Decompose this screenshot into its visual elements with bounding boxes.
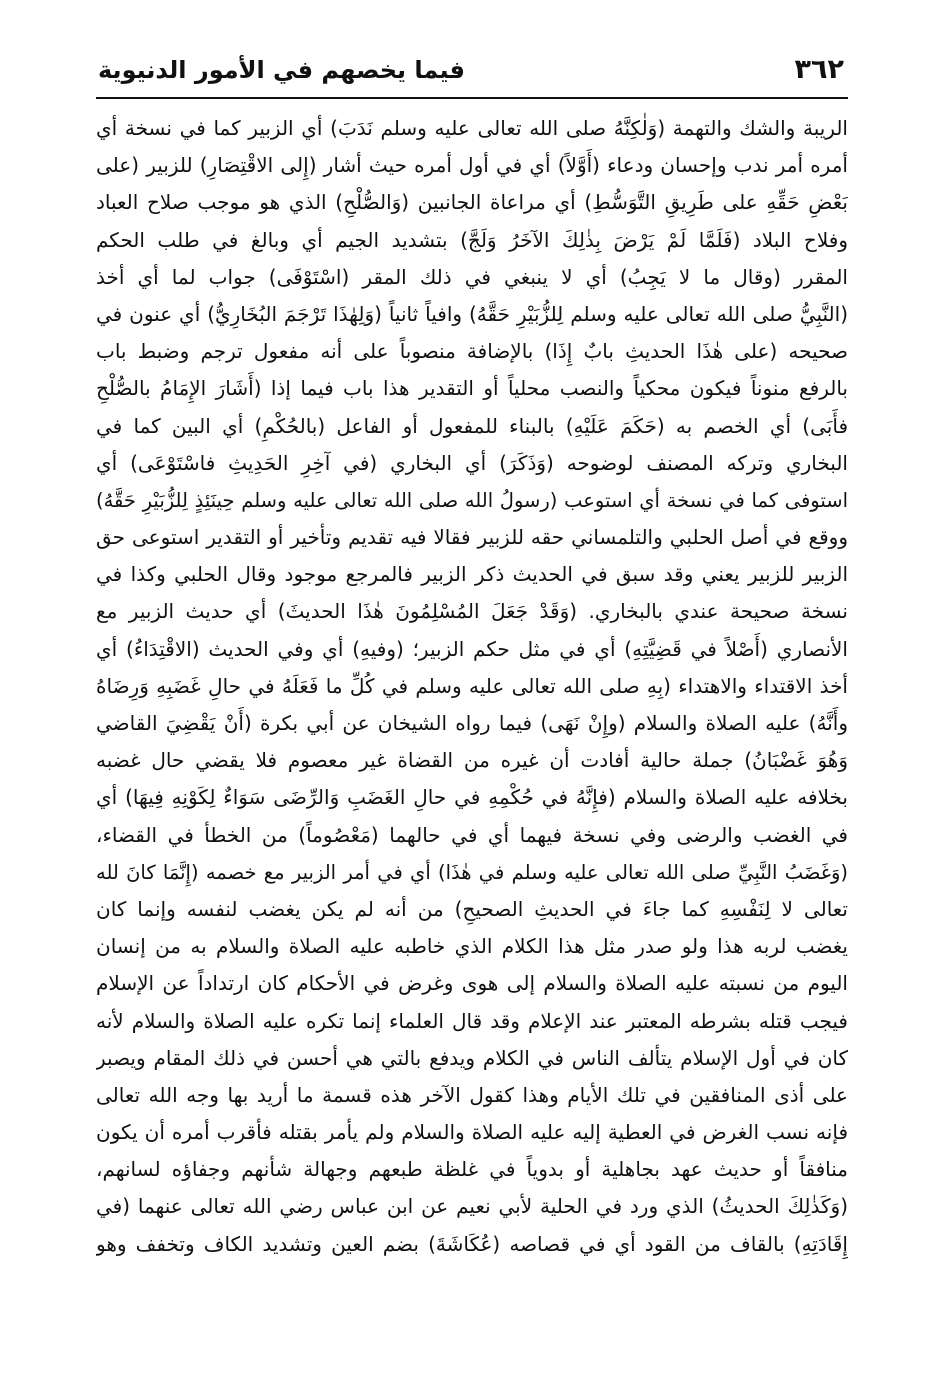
text-line: في الغضب والرضى وفي نسخة فيهما أي في حالهما (مَعْصُوماً) من الخطأ في القضاء،	[96, 822, 848, 847]
text-line: ووقع في أصل الحلبي والتلمساني حقه للزبير فقالا فيه تقديم وتأخير أو التقدير استوعى حق	[96, 525, 848, 550]
text-line: فإنه نسب الغرض في العطية إليه عليه الصلاة والسلام ولم يأمر بقتله فأقرب أمره أن يكون	[96, 1120, 848, 1145]
running-title: فيما يخصهم في الأمور الدنيوية	[98, 56, 465, 84]
text-line: الزبير للزبير يعني وقد سبق في الحديث ذكر الزبير فالمرجع موجود وقال الحلبي وكذا في	[96, 562, 848, 587]
text-line: وفلاح البلاد (فَلَمَّا لَمْ يَرْضَ بِذٰلِكَ الآخَرُ وَلَجَّ) بتشديد الجيم أي وبالغ في طلب الحكم	[96, 227, 848, 252]
text-line: بخلافه عليه الصلاة والسلام (فإِنَّهُ في حُكْمِهِ في حالِ الغَضَبِ وَالرِّضَى سَوَاءٌ لِكَوْنِهِ فِيهَا) أي	[96, 785, 848, 810]
body-text	[96, 110, 848, 1263]
page-number: ٣٦٢	[794, 54, 844, 85]
text-line: أمره أمر ندب وإحسان ودعاء (أَوَّلاً) أي في أول أمره حيث أشار (إِلى الاقْتِصَارِ) للزبير (على	[96, 153, 848, 178]
text-line: الأنصاري (أَصْلاً في قَضِيَّتِهِ) أي في مثل حكم الزبير؛ (وفيهِ) أي وفي الحديث (الاقْتِدَاءُ) أي	[96, 636, 848, 661]
text-line: صحيحه (على هٰذَا الحديثِ بابٌ إِذَا) بالإضافة منصوباً على أنه مفعول ترجم وضبط باب	[96, 339, 848, 364]
text-line: أخذ الاقتداء والاهتداء (بِهِ صلى الله تعالى عليه وسلم في كُلِّ ما فَعَلَهُ في حالِ غَضَبِهِ وَرِضَاهُ	[96, 673, 848, 698]
text-line: بالرفع منوناً فيكون محكياً والنصب محلياً أو التقدير هذا باب فيما إذا (أَشَارَ الإِمَامُ بالصُّلْحِ	[96, 376, 848, 401]
text-line: (وَكَذٰلِكَ الحديثُ) الذي ورد في الحلية لأبي نعيم عن ابن عباس رضي الله تعالى عنهما (في	[96, 1194, 848, 1219]
text-line: كان في أول الإسلام يتألف الناس في الكلام ويدفع بالتي هي أحسن في ذلك المقام ويصبر	[96, 1045, 848, 1070]
text-line: وَهُوَ غَضْبَانُ) جملة حالية أفادت أن غيره من القضاة غير معصوم فلا يقضي حال غضبه	[96, 748, 848, 773]
text-line: المقرر (وقال ما لا يَجِبُ) أي لا ينبغي في ذلك المقر (اسْتَوْفَى) جواب لما أي أخذ	[96, 264, 848, 289]
header-rule	[96, 97, 848, 99]
text-line: فيجب قتله بشرطه المعتبر عند الإعلام وقد قال العلماء إنما تكره عليه الصلاة والسلام لأنه	[96, 1008, 848, 1033]
text-line: فأَبَى) أي الخصم به (حَكَمَ عَلَيْهِ) بالبناء للمفعول أو الفاعل (بالحُكْمِ) أي البين كما في	[96, 413, 848, 438]
text-line: استوفى كما في نسخة أي استوعب (رسولُ الله صلى الله تعالى عليه وسلم حِينَئِذٍ لِلزُّبَيْرِ حَقَّهُ)	[96, 488, 848, 512]
text-line: (النَّبِيُّ صلى الله تعالى عليه وسلم لِلزُّبَيْرِ حَقَّهُ) وافياً ثانياً (وَلِهٰذَا تَرْجَمَ البُخَارِيُّ) أي عنون في	[96, 301, 848, 326]
text-line: يغضب لربه هذا ولو صدر مثل هذا الكلام الذي خاطبه عليه الصلاة والسلام به من إنسان	[96, 934, 848, 959]
text-line: تعالى لا لِنَفْسِهِ كما جاءَ في الحديثِ الصحيحِ) من أنه لم يكن يغضب لنفسه وإنما كان	[96, 896, 848, 921]
text-line: البخاري وتركه المصنف لوضوحه (وَذَكَرَ) أي البخاري (في آخِرِ الحَدِيثِ فاسْتَوْعَى) أي	[96, 450, 848, 475]
text-line: (وَغَضَبُ النَّبِيِّ صلى الله تعالى عليه وسلم في هٰذَا) أي في أمر الزبير مع خصمه (إِنَّمَا كانَ لله	[96, 860, 848, 884]
text-line: اليوم من نسبته عليه الصلاة والسلام إلى هوى وغرض في الأحكام كان ارتداداً عن الإسلام	[96, 971, 848, 996]
text-line: بَعْضِ حَقِّهِ على طَرِيقِ التَّوَسُّطِ) أي مراعاة الجانبين (وَالصُّلْحِ) الذي هو موجب صلاح العباد	[96, 190, 848, 215]
text-line: الريبة والشك والتهمة (وَلٰكِنَّهُ صلى الله تعالى عليه وسلم نَدَبَ) أي الزبير كما في نسخة أي	[96, 116, 848, 140]
text-line: إِقَادَتِهِ) بالقاف من القود أي في قصاصه (عُكَاشَةَ) بضم العين وتشديد الكاف وتخفف وهو	[96, 1231, 848, 1256]
text-line: على أذى المنافقين في تلك الأيام وهذا كقول الآخر هذه قسمة ما أريد بها وجه الله تعالى	[96, 1082, 848, 1107]
text-line: وأَنَّهُ) عليه الصلاة والسلام (وإِنْ نَهَى) فيما رواه الشيخان عن أبي بكرة (أَنْ يَقْضِيَ القاضي	[96, 711, 848, 735]
text-line: نسخة صحيحة عندي بالبخاري. (وَقَدْ جَعَلَ المُسْلِمُونَ هٰذَا الحديثَ) أي حديث الزبير مع	[96, 599, 848, 624]
text-line: منافقاً أو حديث عهد بجاهلية أو بدوياً في غلظة طبعهم وجهالة شأنهم وجفاؤه لسانهم،	[96, 1157, 848, 1182]
page-header	[96, 52, 848, 92]
